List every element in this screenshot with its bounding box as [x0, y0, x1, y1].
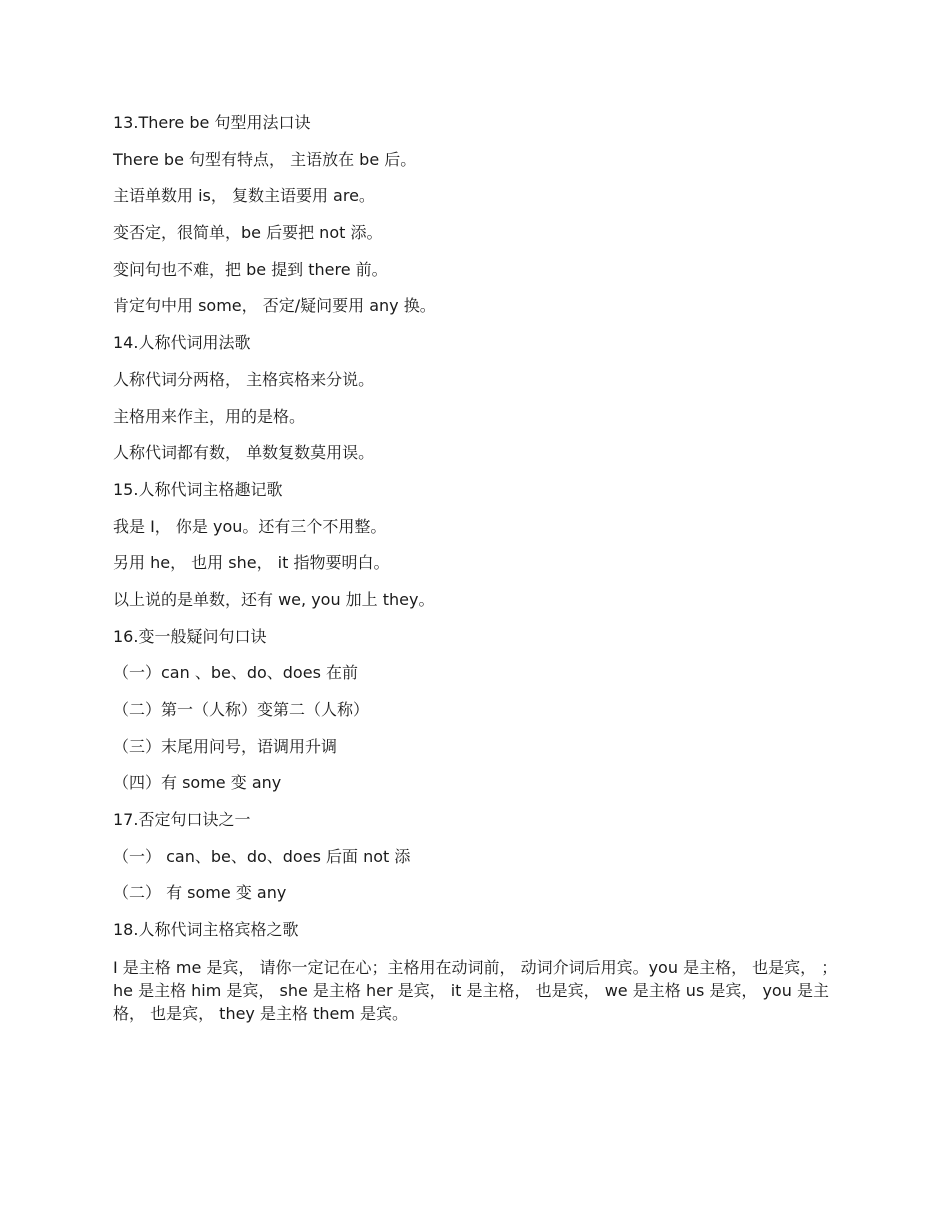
text-line: There be 句型有特点， 主语放在 be 后。: [113, 149, 417, 169]
heading-17: 17.否定句口诀之一: [113, 810, 251, 830]
text-line: 以上说的是单数，还有 we, you 加上 they。: [113, 589, 435, 609]
text-line: 人称代词分两格， 主格宾格来分说。: [113, 369, 375, 389]
heading-14: 14.人称代词用法歌: [113, 333, 251, 353]
text-line: （一）can 、be、do、does 在前: [113, 663, 358, 683]
text-line: 人称代词都有数， 单数复数莫用误。: [113, 443, 375, 463]
text-line: 变否定，很简单，be 后要把 not 添。: [113, 223, 383, 243]
text-line: 主格用来作主，用的是格。: [113, 406, 306, 426]
document-page: [113, 112, 843, 1025]
text-line: （四）有 some 变 any: [113, 773, 282, 793]
closing-paragraph: I 是主格 me 是宾， 请你一定记在心；主格用在动词前， 动词介词后用宾。you 是主格， 也是宾， ；he 是主格 him 是宾， she 是主格 her 是宾， it 是主格， 也是宾， we 是主格 us 是宾， you 是主格， 也是宾， they 是主格 them 是宾。: [113, 957, 838, 1023]
text-line: 肯定句中用 some， 否定/疑问要用 any 换。: [113, 296, 436, 316]
text-line: 主语单数用 is， 复数主语要用 are。: [113, 186, 375, 206]
heading-15: 15.人称代词主格趣记歌: [113, 479, 283, 499]
text-line: 我是 I， 你是 you。还有三个不用整。: [113, 516, 387, 536]
heading-16: 16.变一般疑问句口诀: [113, 626, 267, 646]
heading-18: 18.人称代词主格宾格之歌: [113, 920, 299, 940]
text-line: （二） 有 some 变 any: [113, 883, 287, 903]
text-line: 变问句也不难，把 be 提到 there 前。: [113, 259, 388, 279]
text-line: （三）末尾用问号，语调用升调: [113, 736, 338, 756]
text-line: （一） can、be、do、does 后面 not 添: [113, 846, 411, 866]
text-line: 另用 he， 也用 she， it 指物要明白。: [113, 553, 390, 573]
text-line: （二）第一（人称）变第二（人称）: [113, 700, 370, 719]
heading-13: 13.There be 句型用法口诀: [113, 113, 311, 132]
